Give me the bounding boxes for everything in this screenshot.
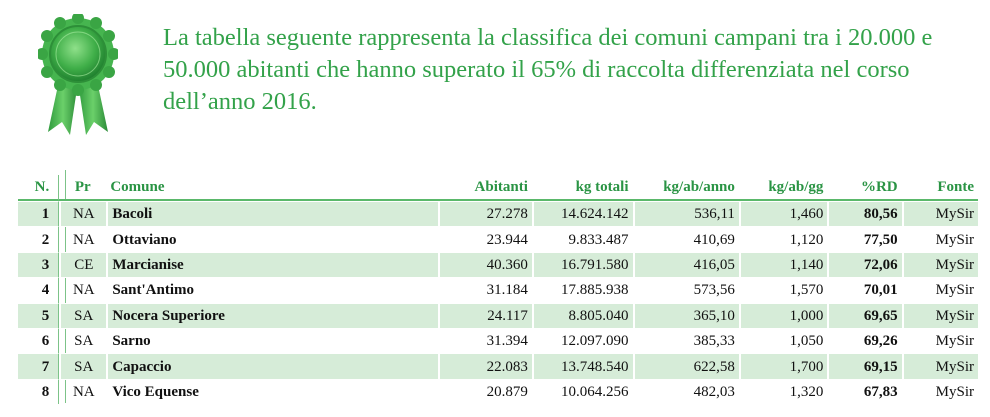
header-abitanti: Abitanti (438, 175, 532, 201)
cell-fonte: MySir (902, 380, 978, 404)
table-row (18, 227, 978, 251)
cell-kg-ab-gg: 1,000 (739, 303, 827, 329)
cell-kg-ab-gg: 1,140 (739, 252, 827, 278)
cell-abitanti: 31.394 (438, 329, 532, 353)
cell-kg-totali: 17.885.938 (532, 278, 633, 302)
cell-fonte: MySir (902, 303, 978, 329)
cell-rd: 67,83 (827, 380, 901, 404)
cell-fonte: MySir (902, 278, 978, 302)
cell-kg-ab-gg: 1,460 (739, 201, 827, 227)
cell-kg-ab-anno: 482,03 (633, 380, 739, 404)
cell-comune: Nocera Superiore (106, 303, 438, 329)
table-header-row (18, 175, 978, 201)
cell-n: 1 (18, 201, 59, 227)
header-comune: Comune (106, 175, 438, 201)
cell-rd: 69,15 (827, 353, 901, 379)
cell-abitanti: 23.944 (438, 227, 532, 251)
cell-n: 5 (18, 303, 59, 329)
cell-kg-ab-gg: 1,050 (739, 329, 827, 353)
intro-paragraph: La tabella seguente rappresenta la classifica dei comuni campani tra i 20.000 e 50.000 abitanti che hanno superato il 65% di raccolta differenziata nel corso dell’anno 2016. (163, 24, 933, 115)
table-row (18, 252, 978, 278)
header-rd: %RD (827, 175, 901, 201)
cell-fonte: MySir (902, 227, 978, 251)
cell-comune: Sant'Antimo (106, 278, 438, 302)
cell-kg-ab-anno: 365,10 (633, 303, 739, 329)
cell-n: 3 (18, 252, 59, 278)
cell-comune: Vico Equense (106, 380, 438, 404)
cell-comune: Sarno (106, 329, 438, 353)
cell-pr: CE (59, 252, 106, 278)
cell-abitanti: 22.083 (438, 353, 532, 379)
cell-n: 6 (18, 329, 59, 353)
table-row (18, 329, 978, 353)
cell-rd: 70,01 (827, 278, 901, 302)
table-row (18, 303, 978, 329)
cell-pr: NA (59, 278, 106, 302)
cell-pr: SA (59, 303, 106, 329)
header-n: N. (18, 175, 59, 201)
header-kg-ab-gg: kg/ab/gg (739, 175, 827, 201)
cell-kg-totali: 13.748.540 (532, 353, 633, 379)
green-rosette-icon (38, 14, 118, 136)
cell-kg-totali: 12.097.090 (532, 329, 633, 353)
header-fonte: Fonte (902, 175, 978, 201)
cell-kg-totali: 9.833.487 (532, 227, 633, 251)
cell-abitanti: 24.117 (438, 303, 532, 329)
cell-comune: Ottaviano (106, 227, 438, 251)
cell-fonte: MySir (902, 353, 978, 379)
cell-kg-totali: 10.064.256 (532, 380, 633, 404)
cell-rd: 69,26 (827, 329, 901, 353)
cell-fonte: MySir (902, 329, 978, 353)
cell-comune: Capaccio (106, 353, 438, 379)
cell-pr: NA (59, 201, 106, 227)
cell-pr: SA (59, 329, 106, 353)
cell-abitanti: 31.184 (438, 278, 532, 302)
cell-n: 8 (18, 380, 59, 404)
cell-kg-ab-anno: 385,33 (633, 329, 739, 353)
header-pr: Pr (59, 175, 106, 201)
table-row (18, 278, 978, 302)
cell-kg-ab-anno: 536,11 (633, 201, 739, 227)
cell-abitanti: 27.278 (438, 201, 532, 227)
cell-n: 2 (18, 227, 59, 251)
cell-kg-totali: 16.791.580 (532, 252, 633, 278)
cell-kg-ab-gg: 1,320 (739, 380, 827, 404)
cell-kg-ab-anno: 573,56 (633, 278, 739, 302)
cell-comune: Marcianise (106, 252, 438, 278)
cell-rd: 69,65 (827, 303, 901, 329)
cell-kg-ab-gg: 1,570 (739, 278, 827, 302)
cell-kg-ab-anno: 410,69 (633, 227, 739, 251)
cell-abitanti: 20.879 (438, 380, 532, 404)
cell-kg-ab-anno: 622,58 (633, 353, 739, 379)
table-row (18, 353, 978, 379)
cell-n: 7 (18, 353, 59, 379)
cell-pr: NA (59, 380, 106, 404)
cell-kg-totali: 14.624.142 (532, 201, 633, 227)
ranking-table (18, 175, 978, 404)
cell-pr: SA (59, 353, 106, 379)
cell-comune: Bacoli (106, 201, 438, 227)
cell-rd: 72,06 (827, 252, 901, 278)
header-kg-ab-anno: kg/ab/anno (633, 175, 739, 201)
cell-rd: 80,56 (827, 201, 901, 227)
cell-fonte: MySir (902, 252, 978, 278)
table-row (18, 380, 978, 404)
cell-kg-ab-gg: 1,700 (739, 353, 827, 379)
cell-kg-totali: 8.805.040 (532, 303, 633, 329)
cell-abitanti: 40.360 (438, 252, 532, 278)
cell-fonte: MySir (902, 201, 978, 227)
cell-pr: NA (59, 227, 106, 251)
cell-n: 4 (18, 278, 59, 302)
table-row (18, 201, 978, 227)
cell-kg-ab-gg: 1,120 (739, 227, 827, 251)
cell-rd: 77,50 (827, 227, 901, 251)
header-kg-totali: kg totali (532, 175, 633, 201)
cell-kg-ab-anno: 416,05 (633, 252, 739, 278)
